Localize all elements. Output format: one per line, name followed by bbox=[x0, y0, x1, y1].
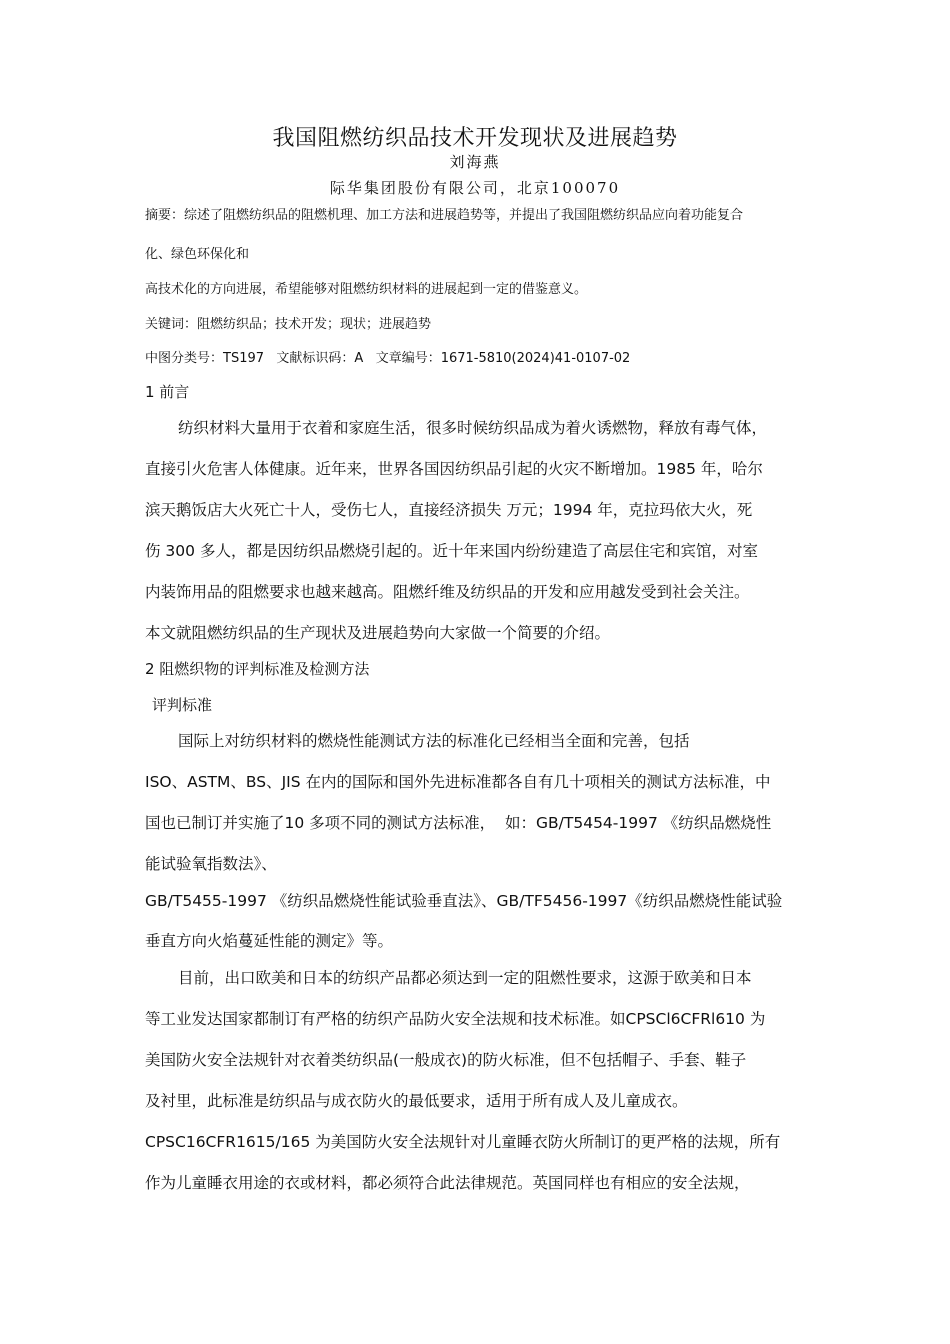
paragraph-line: ISO、ASTM、BS、JIS 在内的国际和国外先进标准都各自有几十项相关的测试方法标准，中 bbox=[145, 773, 771, 791]
section-heading: 1 前言 bbox=[145, 383, 190, 401]
paragraph-line: 目前，出口欧美和日本的纺织产品都必须达到一定的阻燃性要求，这源于欧美和日本 bbox=[178, 969, 752, 987]
subsection-heading: 评判标准 bbox=[152, 696, 213, 714]
abstract-line: 摘要：综述了阻燃纺织品的阻燃机理、加工方法和进展趋势等，并提出了我国阻燃纺织品应向着功能复合 bbox=[145, 208, 744, 223]
section-heading: 2 阻燃织物的评判标准及检测方法 bbox=[145, 660, 370, 678]
paragraph-line: 本文就阻燃纺织品的生产现状及进展趋势向大家做一个简要的介绍。 bbox=[145, 624, 611, 642]
paragraph-line: 纺织材料大量用于衣着和家庭生活，很多时候纺织品成为着火诱燃物，释放有毒气体， bbox=[178, 419, 768, 437]
author-name: 刘海燕 bbox=[449, 153, 501, 171]
keywords: 关键词：阻燃纺织品；技术开发；现状；进展趋势 bbox=[145, 317, 432, 332]
paragraph-line: 滨天鹅饭店大火死亡十人，受伤七人，直接经济损失 万元；1994 年，克拉玛依大火，死 bbox=[145, 501, 753, 519]
author-affiliation: 际华集团股份有限公司，北京100070 bbox=[329, 179, 621, 197]
abstract-line: 高技术化的方向进展，希望能够对阻燃纺织材料的进展起到一定的借鉴意义。 bbox=[145, 282, 588, 297]
paragraph-line: 及衬里，此标准是纺织品与成衣防火的最低要求，适用于所有成人及儿童成衣。 bbox=[145, 1092, 688, 1110]
paragraph-line: GB/T5455-1997 《纺织品燃烧性能试验垂直法》、GB/TF5456-1997《纺织品燃烧性能试验 bbox=[145, 892, 783, 910]
paper-title: 我国阻燃纺织品技术开发现状及进展趋势 bbox=[272, 126, 678, 151]
abstract-line: 化、绿色环保化和 bbox=[145, 247, 250, 262]
paragraph-line: 垂直方向火焰蔓延性能的测定》等。 bbox=[145, 932, 394, 950]
paragraph-line: CPSC16CFR1615/165 为美国防火安全法规针对儿童睡衣防火所制订的更严格的法规，所有 bbox=[145, 1133, 781, 1151]
paragraph-line: 内装饰用品的阻燃要求也越来越高。阻燃纤维及纺织品的开发和应用越发受到社会关注。 bbox=[145, 583, 750, 601]
paragraph-line: 能试验氧指数法》、 bbox=[145, 855, 277, 873]
paragraph-line: 伤 300 多人，都是因纺织品燃烧引起的。近十年来国内纷纷建造了高层住宅和宾馆，对室 bbox=[145, 542, 758, 560]
paragraph-line: 作为儿童睡衣用途的衣或材料，都必须符合此法律规范。英国同样也有相应的安全法规， bbox=[145, 1174, 750, 1192]
paragraph-line: 国也已制订并实施了10 多项不同的测试方法标准， 如：GB/T5454-1997 《纺织品燃烧性 bbox=[145, 814, 772, 832]
paragraph-line: 美国防火安全法规针对衣着类纺织品(一般成衣)的防火标准，但不包括帽子、手套、鞋子 bbox=[145, 1051, 747, 1069]
classification-info: 中图分类号：TS197 文献标识码：A 文章编号：1671-5810(2024)41-0107-02 bbox=[145, 351, 631, 366]
paragraph-line: 直接引火危害人体健康。近年来，世界各国因纺织品引起的火灾不断增加。1985 年，哈尔 bbox=[145, 460, 763, 478]
paragraph-line: 等工业发达国家都制订有严格的纺织产品防火安全法规和技术标准。如CPSCl6CFRl610 为 bbox=[145, 1010, 766, 1028]
paragraph-line: 国际上对纺织材料的燃烧性能测试方法的标准化已经相当全面和完善，包括 bbox=[178, 732, 690, 750]
